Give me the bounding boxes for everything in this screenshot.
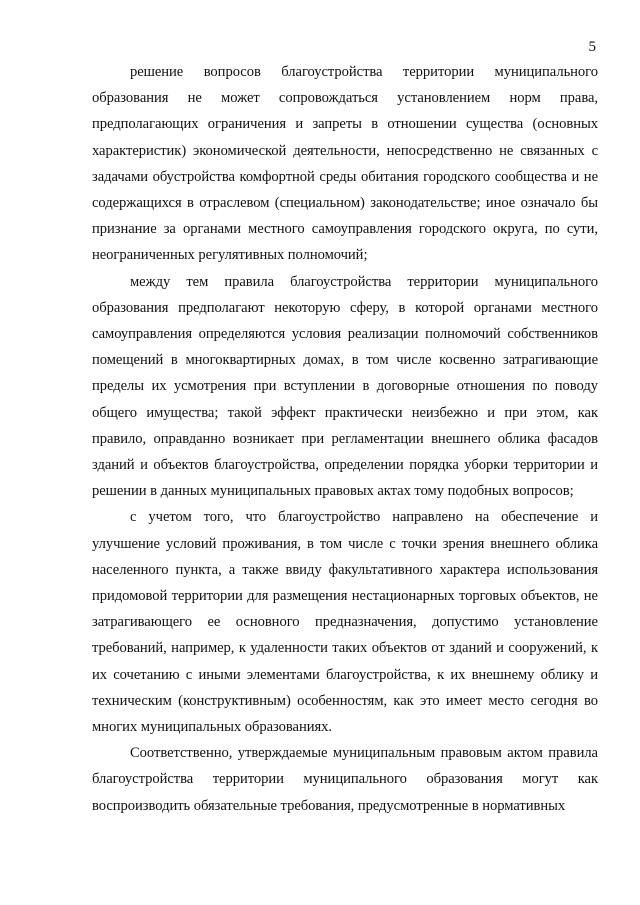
paragraph-1: решение вопросов благоустройства территории муниципального образования не может сопровождаться установлением норм права, предполагающих ограничения и запреты в отношении существа (основных характеристик) экономической деятельности, непосредственно не связанных с задачами обустройства комфортной среды обитания городского сообщества и не содержащихся в отраслевом (специальном) законодательстве; иное означало бы признание за органами местного самоуправления городского округа, по сути, неограниченных регулятивных полномочий; (92, 64, 598, 264)
document-body (92, 59, 598, 819)
paragraph-2: между тем правила благоустройства территории муниципального образования предполагают некоторую сферу, в которой органами местного самоуправления определяются условия реализации полномочий собственников помещений в многоквартирных домах, в том числе косвенно затрагивающие пределы их усмотрения при вступлении в договорные отношения по поводу общего имущества; такой эффект практически неизбежно и при этом, как правило, оправданно возникает при регламентации внешнего облика фасадов зданий и объектов благоустройства, определении порядка уборки территории и решении в данных муниципальных правовых актах тому подобных вопросов; (92, 273, 598, 500)
paragraph-3: с учетом того, что благоустройство направлено на обеспечение и улучшение условий проживания, в том числе с точки зрения внешнего облика населенного пункта, а также ввиду факультативного характера использования придомовой территории для размещения нестационарных торговых объектов, не затрагивающего ее основного предназначения, допустимо установление требований, например, к удаленности таких объектов от зданий и сооружений, к их сочетанию с иными элементами благоустройства, к их внешнему облику и техническим (конструктивным) особенностям, как это имеет место сегодня во многих муниципальных образованиях. (92, 509, 598, 736)
paragraph-4: Соответственно, утверждаемые муниципальным правовым актом правила благоустройства территории муниципального образования могут как воспроизводить обязательные требования, предусмотренные в нормативных (92, 745, 598, 814)
page-number: 5 (588, 39, 596, 55)
